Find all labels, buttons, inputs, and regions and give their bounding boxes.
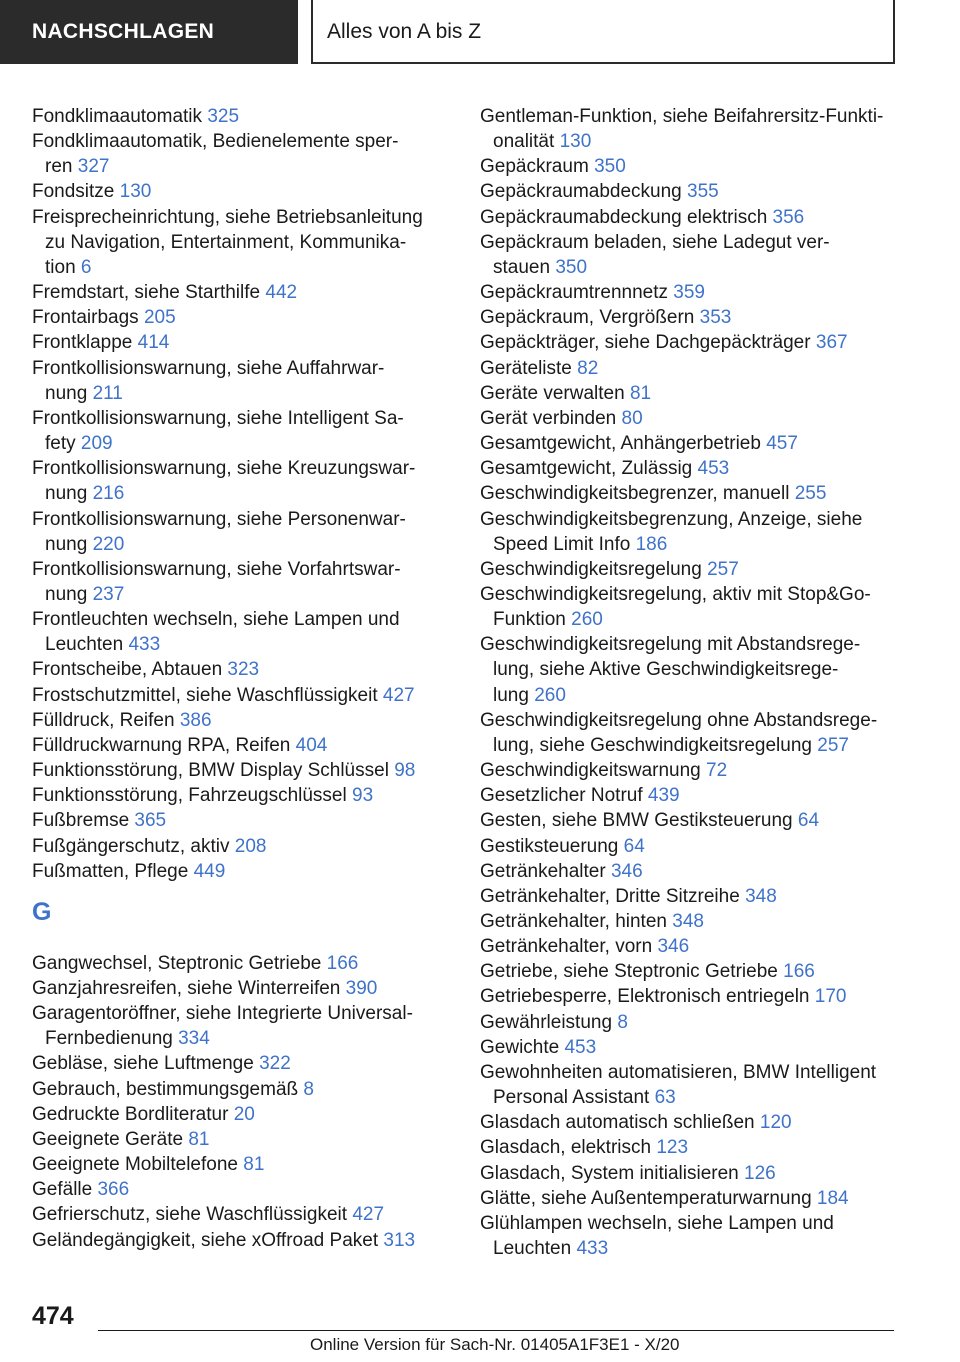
index-entry xyxy=(480,356,920,381)
index-entry xyxy=(32,1152,442,1177)
index-column-left xyxy=(32,104,442,1253)
page-reference-link[interactable]: 130 xyxy=(119,181,152,203)
index-entry xyxy=(32,129,442,179)
index-entry xyxy=(32,1228,442,1253)
page-reference-link[interactable]: 72 xyxy=(706,760,728,782)
page-reference-link[interactable]: 237 xyxy=(92,583,125,605)
chapter-title: Alles von A bis Z xyxy=(311,0,895,64)
index-term: Gefrierschutz, siehe Waschflüssigkeit xyxy=(32,1204,348,1226)
page-reference-link[interactable]: 427 xyxy=(352,1204,385,1226)
page-reference-link[interactable]: 257 xyxy=(817,734,849,756)
index-term: Getränkehalter, hinten xyxy=(480,911,667,932)
index-entry xyxy=(32,406,442,456)
index-entry xyxy=(32,104,442,129)
index-entry xyxy=(480,104,920,154)
page-reference-link[interactable]: 6 xyxy=(80,256,92,278)
page-reference-link[interactable]: 166 xyxy=(326,952,359,974)
page-reference-link[interactable]: 457 xyxy=(766,433,798,455)
page-reference-link[interactable]: 313 xyxy=(383,1229,416,1251)
page-reference-link[interactable]: 348 xyxy=(672,911,704,932)
page-reference-link[interactable]: 257 xyxy=(707,558,739,580)
index-term: Gesten, siehe BMW Gestiksteuerung xyxy=(480,810,793,832)
page-reference-link[interactable]: 350 xyxy=(555,256,588,278)
index-entry xyxy=(32,330,442,355)
index-term: Geräteliste xyxy=(480,357,572,379)
page-reference-link[interactable]: 81 xyxy=(188,1128,210,1150)
page-reference-link[interactable]: 346 xyxy=(610,860,643,882)
index-entry xyxy=(32,657,442,682)
index-term: Frontscheibe, Abtauen xyxy=(32,659,223,681)
index-term: Gepäckraumabdeckung elektrisch xyxy=(480,206,768,228)
index-entry xyxy=(480,1186,920,1211)
page-reference-link[interactable]: 123 xyxy=(656,1137,689,1159)
index-term: Fremdstart, siehe Starthilfe xyxy=(32,282,261,304)
page-reference-link[interactable]: 334 xyxy=(178,1028,210,1050)
index-term: Geschwindigkeitsbegrenzung, Anzeige, siehe Speed Limit Info xyxy=(480,508,863,555)
page-reference-link[interactable]: 120 xyxy=(759,1112,792,1134)
index-term: Frontairbags xyxy=(32,307,139,329)
index-entry xyxy=(32,1001,442,1051)
page-reference-link[interactable]: 386 xyxy=(179,709,212,731)
index-entry xyxy=(480,582,920,632)
index-term: Gestiksteuerung xyxy=(480,835,619,857)
index-entry xyxy=(480,280,920,305)
index-entry xyxy=(480,154,920,179)
page-reference-link[interactable]: 208 xyxy=(234,835,267,857)
page-reference-link[interactable]: 184 xyxy=(816,1187,849,1209)
index-term: Fußgängerschutz, aktiv xyxy=(32,835,230,857)
index-letter-heading: G xyxy=(32,897,52,926)
index-term: Frontkollisionswarnung, siehe Vorfahrtswar- nung xyxy=(32,558,401,605)
index-term: Glasdach automatisch schließen xyxy=(480,1112,755,1134)
index-term: Gesetzlicher Notruf xyxy=(480,785,643,807)
index-term: Gedruckte Bordliteratur xyxy=(32,1103,229,1125)
index-term: Gerät verbinden xyxy=(480,407,617,429)
index-term: Garagentoröffner, siehe Integrierte Universal- Fernbedienung xyxy=(32,1003,413,1050)
index-entry xyxy=(480,808,920,833)
page-reference-link[interactable]: 367 xyxy=(815,332,848,354)
index-term: Geländegängigkeit, siehe xOffroad Paket xyxy=(32,1229,379,1251)
page-reference-link[interactable]: 8 xyxy=(617,1011,628,1033)
index-entry xyxy=(480,431,920,456)
index-entry xyxy=(32,708,442,733)
index-term: Funktionsstörung, Fahrzeugschlüssel xyxy=(32,785,347,807)
page-reference-link[interactable]: 260 xyxy=(571,609,603,631)
index-entry xyxy=(480,507,920,557)
page-reference-link[interactable]: 166 xyxy=(783,961,815,983)
index-term: Getränkehalter, Dritte Sitzreihe xyxy=(480,885,740,907)
index-term: Fondklimaautomatik, Bedienelemente sper- ren xyxy=(32,131,399,178)
index-term: Geschwindigkeitsregelung ohne Abstandsrege- lung, siehe Geschwindigkeitsregelung xyxy=(480,709,878,756)
index-term: Glühlampen wechseln, siehe Lampen und Leuchten xyxy=(480,1212,834,1260)
index-term: Gepäckraumtrennnetz xyxy=(480,282,668,304)
page-reference-link[interactable]: 186 xyxy=(635,533,668,555)
index-entry xyxy=(32,179,442,204)
index-term: Frontkollisionswarnung, siehe Intelligent Sa- fety xyxy=(32,407,404,455)
page-number: 474 xyxy=(32,1302,74,1330)
index-entry xyxy=(32,1127,442,1152)
index-term: Fußmatten, Pflege xyxy=(32,860,189,882)
index-term: Gepäckraum, Vergrößern xyxy=(480,307,695,329)
page-reference-link[interactable]: 170 xyxy=(814,986,847,1008)
index-entry xyxy=(32,507,442,557)
index-entry xyxy=(32,758,442,783)
page-reference-link[interactable]: 350 xyxy=(594,156,626,178)
index-entry xyxy=(32,1077,442,1102)
page-reference-link[interactable]: 209 xyxy=(80,433,113,455)
index-term: Gepäckraumabdeckung xyxy=(480,181,682,203)
page-reference-link[interactable]: 348 xyxy=(745,885,777,907)
page-reference-link[interactable]: 205 xyxy=(143,307,176,329)
page-reference-link[interactable]: 433 xyxy=(576,1238,609,1260)
page-reference-link[interactable]: 93 xyxy=(352,785,374,807)
page-reference-link[interactable]: 80 xyxy=(621,407,643,429)
page-reference-link[interactable]: 442 xyxy=(265,282,298,304)
index-term: Fülldruck, Reifen xyxy=(32,709,175,731)
index-term: Gebläse, siehe Luftmenge xyxy=(32,1053,254,1075)
index-term: Glasdach, elektrisch xyxy=(480,1137,652,1159)
index-term: Geräte verwalten xyxy=(480,382,625,404)
page-reference-link[interactable]: 404 xyxy=(295,734,328,756)
index-entry xyxy=(480,1211,920,1261)
page-reference-link[interactable]: 126 xyxy=(744,1162,776,1184)
page-reference-link[interactable]: 433 xyxy=(128,634,161,656)
page-reference-link[interactable]: 220 xyxy=(92,533,125,555)
page-reference-link[interactable]: 414 xyxy=(137,332,170,354)
index-term: Gebrauch, bestimmungsgemäß xyxy=(32,1078,299,1100)
index-entry xyxy=(480,1010,920,1035)
index-term: Geschwindigkeitsbegrenzer, manuell xyxy=(480,483,790,505)
index-term: Getriebe, siehe Steptronic Getriebe xyxy=(480,961,778,983)
page-reference-link[interactable]: 8 xyxy=(303,1078,314,1100)
index-entry xyxy=(480,959,920,984)
index-term: Geschwindigkeitswarnung xyxy=(480,760,701,782)
index-term: Getriebesperre, Elektronisch entriegeln xyxy=(480,986,810,1008)
page-reference-link[interactable]: 211 xyxy=(92,382,123,404)
page-reference-link[interactable]: 439 xyxy=(647,785,680,807)
page-reference-link[interactable]: 365 xyxy=(134,810,167,832)
index-entry xyxy=(32,1177,442,1202)
page-reference-link[interactable]: 20 xyxy=(233,1103,255,1125)
index-term: Gewichte xyxy=(480,1036,560,1058)
index-list-g xyxy=(32,951,442,1253)
index-term: Gewährleistung xyxy=(480,1011,613,1033)
index-entry xyxy=(32,976,442,1001)
index-term: Funktionsstörung, BMW Display Schlüssel xyxy=(32,760,389,782)
index-term: Glasdach, System initialisieren xyxy=(480,1162,739,1184)
index-term: Fußbremse xyxy=(32,810,130,832)
index-term: Gepäckraum beladen, siehe Ladegut ver- stauen xyxy=(480,231,830,278)
index-term: Freisprecheinrichtung, siehe Betriebsanleitung zu Navigation, Entertainment, Kommunika- tion xyxy=(32,206,423,278)
index-term: Geeignete Geräte xyxy=(32,1128,184,1150)
index-column-right xyxy=(480,104,920,1261)
page-reference-link[interactable]: 260 xyxy=(534,684,566,706)
index-entry xyxy=(480,481,920,506)
index-entry xyxy=(480,984,920,1009)
page-reference-link[interactable]: 356 xyxy=(772,206,805,228)
footer-divider xyxy=(98,1330,894,1331)
index-entry xyxy=(32,683,442,708)
index-term: Fondklimaautomatik xyxy=(32,106,203,127)
page-reference-link[interactable]: 390 xyxy=(345,978,378,999)
page-reference-link[interactable]: 346 xyxy=(657,936,690,958)
index-entry xyxy=(32,951,442,976)
index-entry xyxy=(32,808,442,833)
index-term: Gesamtgewicht, Zulässig xyxy=(480,458,693,480)
index-term: Ganzjahresreifen, siehe Winterreifen xyxy=(32,978,341,999)
index-entry xyxy=(480,884,920,909)
index-entry xyxy=(32,1102,442,1127)
index-term: Frostschutzmittel, siehe Waschflüssigkeit xyxy=(32,684,378,706)
index-entry xyxy=(32,1051,442,1076)
index-entry xyxy=(480,205,920,230)
index-entry xyxy=(32,557,442,607)
index-term: Getränkehalter xyxy=(480,860,606,882)
index-term: Frontleuchten wechseln, siehe Lampen und Leuchten xyxy=(32,609,400,656)
index-entry xyxy=(480,1060,920,1110)
page-header xyxy=(0,0,960,64)
index-entry xyxy=(32,205,442,280)
page-reference-link[interactable]: 64 xyxy=(797,810,820,832)
index-term: Frontkollisionswarnung, siehe Kreuzungswar- nung xyxy=(32,458,416,505)
index-entry xyxy=(32,305,442,330)
index-entry xyxy=(32,783,442,808)
index-entry xyxy=(32,280,442,305)
index-term: Frontkollisionswarnung, siehe Auffahrwar- nung xyxy=(32,357,385,404)
index-term: Fondsitze xyxy=(32,181,115,203)
index-term: Gefälle xyxy=(32,1179,93,1201)
index-term: Geeignete Mobiltelefone xyxy=(32,1154,238,1176)
index-entry xyxy=(480,305,920,330)
index-entry xyxy=(480,230,920,280)
index-entry xyxy=(32,733,442,758)
index-entry xyxy=(480,909,920,934)
index-entry xyxy=(480,1135,920,1160)
index-entry xyxy=(32,859,442,884)
page-reference-link[interactable]: 427 xyxy=(382,684,415,706)
index-entry xyxy=(480,381,920,406)
page-reference-link[interactable]: 366 xyxy=(97,1179,130,1201)
index-term: Frontkollisionswarnung, siehe Personenwar- nung xyxy=(32,508,406,555)
index-list-f xyxy=(32,104,442,884)
index-term: Geschwindigkeitsregelung xyxy=(480,558,702,580)
index-entry xyxy=(480,179,920,204)
page-reference-link[interactable]: 359 xyxy=(673,282,705,304)
page-reference-link[interactable]: 81 xyxy=(629,382,652,404)
index-entry xyxy=(32,1202,442,1227)
index-entry xyxy=(480,758,920,783)
page-reference-link[interactable]: 327 xyxy=(77,156,110,178)
page-reference-link[interactable]: 453 xyxy=(697,458,730,480)
index-list-g-continued xyxy=(480,104,920,1261)
online-version-note: Online Version für Sach-Nr. 01405A1F3E1 - X/20 xyxy=(310,1335,680,1354)
index-term: Gesamtgewicht, Anhängerbetrieb xyxy=(480,433,761,455)
index-entry xyxy=(480,330,920,355)
page-reference-link[interactable]: 216 xyxy=(92,483,125,505)
index-entry xyxy=(480,783,920,808)
index-entry xyxy=(480,834,920,859)
page-reference-link[interactable]: 325 xyxy=(207,106,240,127)
index-entry xyxy=(480,632,920,707)
index-term: Geschwindigkeitsregelung, aktiv mit Stop&Go- Funktion xyxy=(480,583,871,631)
page-reference-link[interactable]: 355 xyxy=(687,181,719,203)
page-reference-link[interactable]: 453 xyxy=(564,1036,597,1058)
page-reference-link[interactable]: 322 xyxy=(259,1053,291,1075)
index-entry xyxy=(480,1035,920,1060)
index-term: Frontklappe xyxy=(32,332,133,354)
index-entry xyxy=(480,1161,920,1186)
index-term: Gepäckträger, siehe Dachgepäckträger xyxy=(480,332,811,354)
page-reference-link[interactable]: 64 xyxy=(623,835,645,857)
page-reference-link[interactable]: 82 xyxy=(577,357,599,379)
index-entry xyxy=(480,934,920,959)
page-reference-link[interactable]: 63 xyxy=(654,1087,676,1109)
index-entry xyxy=(32,456,442,506)
section-title: NACHSCHLAGEN xyxy=(0,0,298,64)
index-entry xyxy=(480,456,920,481)
page-reference-link[interactable]: 449 xyxy=(193,860,226,882)
index-entry xyxy=(480,859,920,884)
index-entry xyxy=(32,607,442,657)
index-entry xyxy=(32,834,442,859)
index-term: Glätte, siehe Außentemperaturwarnung xyxy=(480,1187,812,1209)
page-reference-link[interactable]: 323 xyxy=(227,659,260,681)
index-term: Gewohnheiten automatisieren, BMW Intelligent Personal Assistant xyxy=(480,1061,877,1109)
index-term: Gepäckraum xyxy=(480,156,589,178)
index-entry xyxy=(480,708,920,758)
page-reference-link[interactable]: 81 xyxy=(243,1154,265,1176)
index-entry xyxy=(480,1110,920,1135)
page-reference-link[interactable]: 130 xyxy=(559,131,592,153)
index-term: Fülldruckwarnung RPA, Reifen xyxy=(32,734,291,756)
index-term: Getränkehalter, vorn xyxy=(480,936,653,958)
index-term: Geschwindigkeitsregelung mit Abstandsrege- lung, siehe Aktive Geschwindigkeitsrege- lung xyxy=(480,634,861,706)
page-reference-link[interactable]: 353 xyxy=(699,307,732,329)
index-entry xyxy=(480,406,920,431)
index-entry xyxy=(480,557,920,582)
index-entry xyxy=(32,356,442,406)
page-reference-link[interactable]: 98 xyxy=(394,760,416,782)
index-term: Gentleman-Funktion, siehe Beifahrersitz-Funkti- onalität xyxy=(480,106,884,153)
page-reference-link[interactable]: 255 xyxy=(794,483,827,505)
index-term: Gangwechsel, Steptronic Getriebe xyxy=(32,952,322,974)
